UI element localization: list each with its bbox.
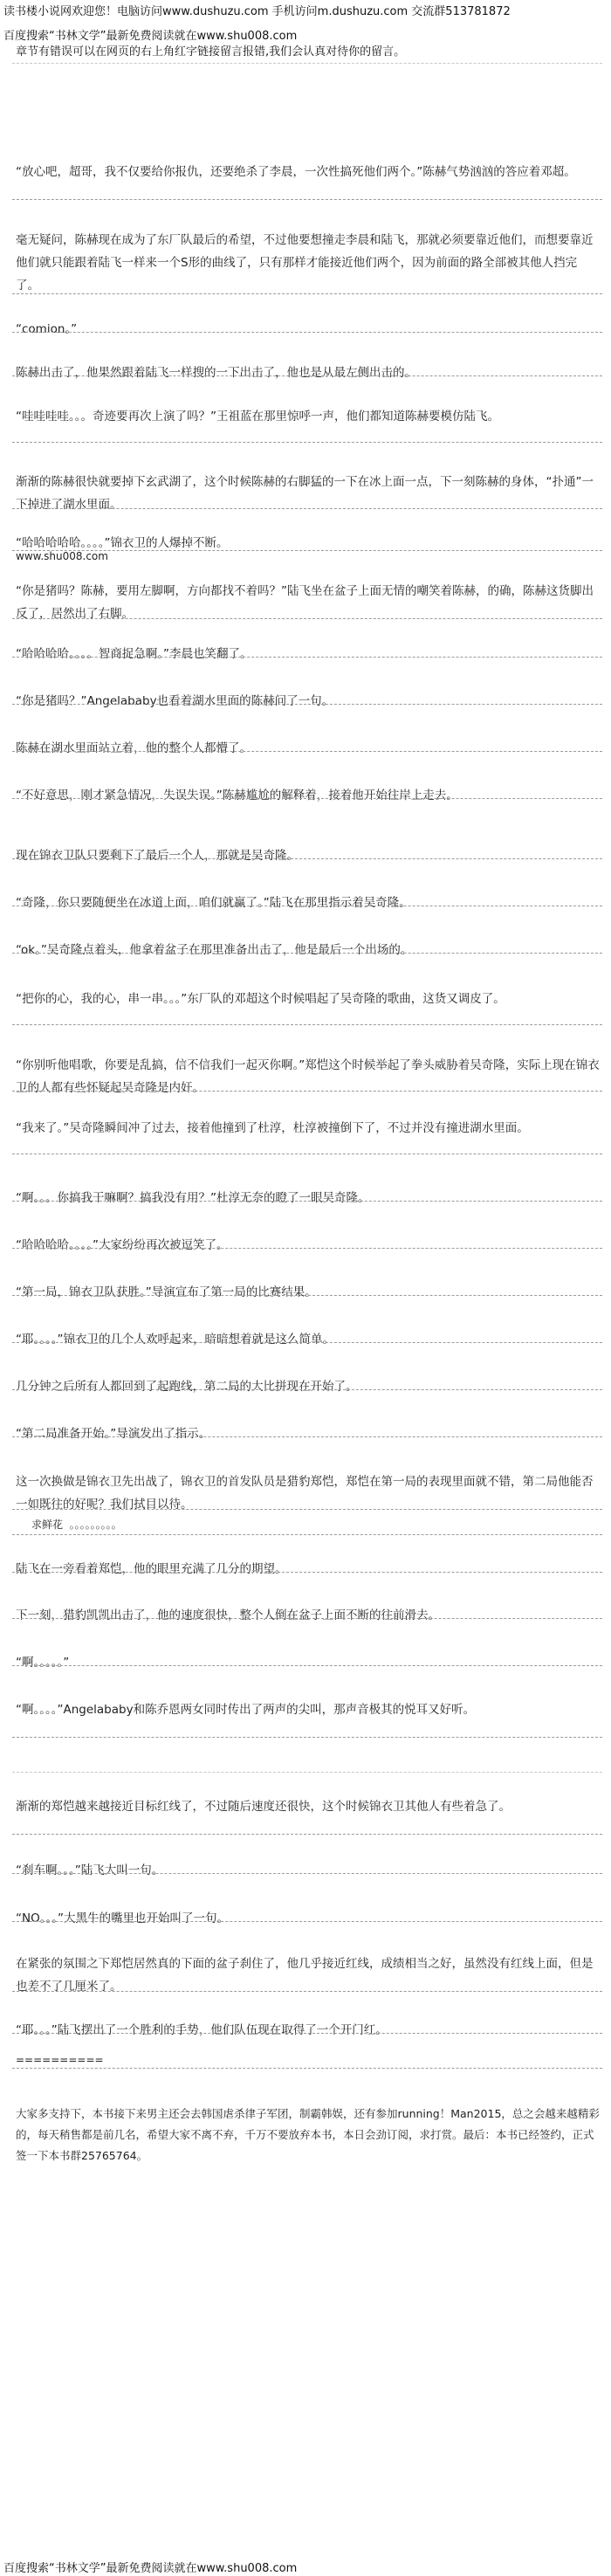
paragraph: “第二局准备开始。”导演发出了指示。 — [16, 1426, 211, 1441]
paragraph: “哈哈哈哈哈。。。。”锦衣卫的人爆掉不断。 — [16, 535, 229, 550]
paragraph: “哈哈哈哈。。。。”大家纷纷再次被逗笑了。 — [16, 1237, 229, 1252]
paragraph-rule — [12, 1436, 602, 1437]
paragraph-rule — [12, 1772, 602, 1773]
paragraph-rule — [12, 618, 602, 619]
paragraph: “你是猪吗？陈赫，要用左脚啊，方向都找不着吗？”陆飞坐在盆子上面无情的嘲笑着陈赫，的确，陈赫这货脚出反了，居然出了右脚。 — [16, 583, 594, 621]
paragraph: “把你的心，我的心，串一串。。。”东厂队的邓超这个时候唱起了吴奇隆的歌曲，这货又调皮了。 — [16, 991, 505, 1006]
paragraph: “刹车啊。。。”陆飞大叫一句。 — [16, 1863, 164, 1877]
paragraph-rule — [12, 657, 602, 658]
paragraph-rule — [12, 953, 602, 954]
paragraph: “你是猪吗？”Angelababy也看着湖水里面的陈赫问了一句。 — [16, 693, 334, 708]
paragraph: “第一局，锦衣卫队获胜。”导演宣布了第一局的比赛结果。 — [16, 1285, 317, 1299]
paragraph: 陈赫在湖水里面站立着，他的整个人都懵了。 — [16, 740, 251, 755]
header-notice: 读书楼小说网欢迎您！电脑访问www.dushuzu.com 手机访问m.dushuzu.com 交流群513781872 — [3, 5, 511, 18]
paragraph: “耶。。。”陆飞摆出了一个胜利的手势，他们队伍现在取得了一个开门红。 — [16, 2022, 388, 2037]
paragraph-rule — [12, 1737, 602, 1738]
paragraph: 几分钟之后所有人都回到了起跑线，第二局的大比拼现在开始了。 — [16, 1379, 358, 1394]
paragraph: “不好意思，刚才紧急情况，失误失误。”陈赫尴尬的解释着，接着他开始往岸上走去。 — [16, 788, 458, 802]
paragraph-rule — [12, 1665, 602, 1666]
author-note: 大家多支持下，本书接下来男主还会去韩国虐杀律子军团，制霸韩娱，还有参加running！Man2015，总之会越来越精彩的，每天稍售都是前几名，希望大家不离不弃，千万不要放弃本书，本日会劲订阅，求打赏。最后：本书已经签约，正式签一下本书群25765764。 — [16, 2106, 600, 2162]
paragraph: 毫无疑问，陈赫现在成为了东厂队最后的希望，不过他要想撞走李晨和陆飞，那就必须要靠近他们，而想要靠近他们就只能跟着陆飞一样来一个S形的曲线了，只有那样才能接近他们两个，因为前面的路全部被其他人挡完了。 — [16, 232, 594, 293]
paragraph-rule — [12, 375, 602, 376]
paragraph: 渐渐的陈赫很快就要掉下玄武湖了，这个时候陈赫的右脚猛的一下在冰上面一点，下一刻陈赫的身体，“扑通”一下掉进了湖水里面。 — [16, 474, 594, 512]
paragraph-rule — [12, 332, 602, 333]
paragraph: “啊。。。你搞我干嘛啊？搞我没有用？”杜淳无奈的瞪了一眼吴奇隆。 — [16, 1190, 370, 1205]
paragraph-rule — [12, 798, 602, 799]
paragraph: 渐渐的郑恺越来越接近目标红线了，不过随后速度还很快，这个时候锦衣卫其他人有些着急了。 — [16, 1799, 511, 1814]
paragraph-rule — [12, 1873, 602, 1874]
paragraph-rule — [12, 1342, 602, 1343]
paragraph: “放心吧，超哥，我不仅要给你报仇，还要绝杀了李晨，一次性搞死他们两个。”陈赫气势汹汹的答应着邓超。 — [16, 164, 576, 179]
paragraph-rule — [12, 2033, 602, 2034]
paragraph-rule — [12, 1991, 602, 1992]
search-hint: 百度搜索“书林文学”最新免费阅读就在www.shu008.com — [3, 30, 298, 43]
paragraph-rule — [12, 1572, 602, 1573]
paragraph: “ok。”吴奇隆点着头，他拿着盆子在那里准备出击了，他是最后一个出场的。 — [16, 942, 413, 957]
paragraph: “我来了。”吴奇隆瞬间冲了过去，接着他撞到了杜淳，杜淳被撞倒下了，不过并没有撞进湖水里面。 — [16, 1120, 529, 1135]
paragraph: “奇隆，你只要随便坐在冰道上面，咱们就赢了。”陆飞在那里指示着吴奇隆。 — [16, 895, 411, 910]
paragraph: 这一次换做是锦衣卫先出战了，锦衣卫的首发队员是猎豹郑恺，郑恺在第一局的表现里面就不错，第二局他能否一如既往的好呢？我们拭目以待。 — [16, 1474, 594, 1512]
paragraph-rule — [12, 508, 602, 509]
paragraph: “你别听他唱歌，你要是乱搞，信不信我们一起灭你啊。”郑恺这个时候举起了拳头威胁着吴奇隆，实际上现在锦衣卫的人都有些怀疑起吴奇隆是内奸。 — [16, 1057, 600, 1095]
paragraph: 现在锦衣卫队只要剩下了最后一个人，那就是吴奇隆。 — [16, 848, 299, 863]
paragraph: 下一刻，猎豹凯凯出击了，他的速度很快，整个人倒在盆子上面不断的往前滑去。 — [16, 1608, 440, 1622]
paragraph-rule — [12, 1024, 602, 1025]
paragraph-rule — [12, 1534, 602, 1535]
paragraph-rule — [12, 751, 602, 752]
paragraph-rule — [12, 1921, 602, 1922]
footer-search-hint: 百度搜索“书林文学”最新免费阅读就在www.shu008.com — [3, 2562, 298, 2575]
paragraph: 在紧张的氛围之下郑恺居然真的下面的盆子刹住了，他几乎接近红线，成绩相当之好，虽然没有红线上面，但是也差不了几厘米了。 — [16, 1956, 594, 1994]
paragraph-rule — [12, 1091, 602, 1092]
header-rule — [12, 63, 602, 64]
paragraph: 陈赫出击了，他果然跟着陆飞一样搜的一下出击了，他也是从最左侧出击的。 — [16, 365, 416, 380]
paragraph-rule — [12, 1389, 602, 1390]
paragraph-rule — [12, 442, 602, 443]
watermark: www.shu008.com — [16, 550, 108, 562]
paragraph-rule — [12, 1834, 602, 1835]
paragraph-rule — [12, 704, 602, 705]
paragraph-rule — [12, 1295, 602, 1296]
paragraph: “comion。” — [16, 321, 78, 336]
paragraph: “啊。。。。。” — [16, 1655, 70, 1670]
watermark: 求鲜花 。。。。。。。。。 — [31, 1519, 122, 1531]
paragraph: “耶。。。。”锦衣卫的几个人欢呼起来，暗暗想着就是这么简单。 — [16, 1332, 334, 1347]
paragraph-rule — [12, 858, 602, 859]
paragraph: “NO。。。”大黑牛的嘴里也开始叫了一句。 — [16, 1911, 229, 1925]
paragraph-rule — [12, 293, 602, 294]
paragraph-rule — [12, 199, 602, 200]
paragraph: “哈哈哈哈。。。。智商捉急啊。”李晨也笑翻了。 — [16, 646, 252, 661]
section-separator: ========== — [16, 2054, 104, 2066]
paragraph-rule — [12, 1248, 602, 1249]
paragraph-rule — [12, 1201, 602, 1202]
paragraph-rule — [12, 1509, 602, 1510]
paragraph: “哇哇哇哇。。。奇迹要再次上演了吗？”王祖蓝在那里惊呼一声，他们都知道陈赫要模仿陆飞。 — [16, 409, 499, 424]
paragraph-rule — [12, 550, 602, 551]
paragraph-rule — [12, 2068, 602, 2069]
error-report-notice: 章节有错误可以在网页的右上角红字链接留言报错,我们会认真对待你的留言。 — [16, 45, 406, 59]
paragraph-rule — [12, 1618, 602, 1619]
paragraph: “啊。。。。”Angelababy和陈乔恩两女同时传出了两声的尖叫，那声音极其的悦耳又好听。 — [16, 1702, 476, 1717]
paragraph: 陆飞在一旁看着郑恺，他的眼里充满了几分的期望。 — [16, 1561, 287, 1576]
